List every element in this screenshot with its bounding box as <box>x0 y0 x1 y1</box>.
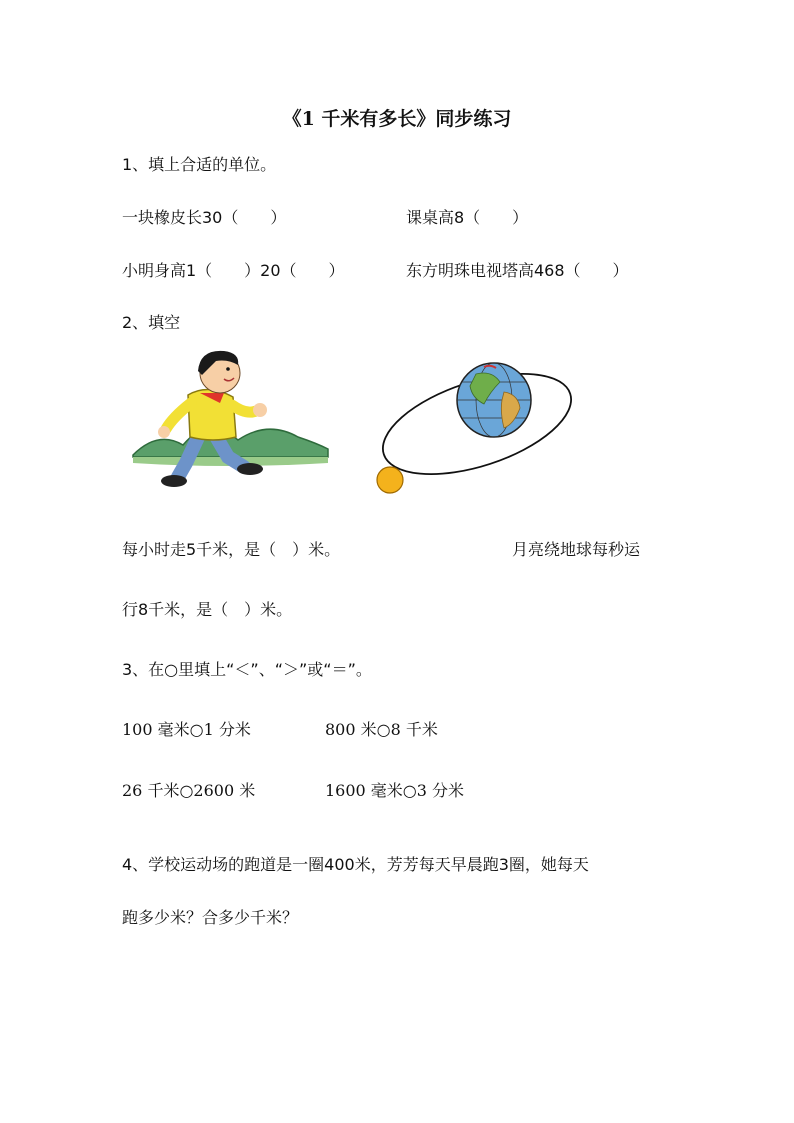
q2-line1-right: 月亮绕地球每秒运 <box>512 540 641 559</box>
q3-item-3: 26 千米○2600 米 <box>122 781 256 800</box>
q1-item-desk: 课桌高8（ ） <box>406 208 529 227</box>
q1-item-eraser: 一块橡皮长30（ ） <box>122 208 287 227</box>
q3-item-4: 1600 毫米○3 分米 <box>325 781 465 800</box>
q2-line1-left: 每小时走5千米，是（ ）米。 <box>122 540 341 559</box>
walking-boy-illustration <box>128 345 333 500</box>
q1-heading: 1、填上合适的单位。 <box>122 155 277 174</box>
q2-heading: 2、填空 <box>122 313 181 332</box>
q1-item-tower: 东方明珠电视塔高468（ ） <box>406 261 629 280</box>
q3-item-2: 800 米○8 千米 <box>325 720 438 739</box>
page-title: 《1 千米有多长》同步练习 <box>282 108 512 130</box>
q3-heading: 3、在○里填上“＜”、“＞”或“＝”。 <box>122 660 372 679</box>
q4-line2: 跑多少米？合多少千米？ <box>122 908 299 927</box>
q4-line1: 4、学校运动场的跑道是一圈400米，芳芳每天早晨跑3圈，她每天 <box>122 855 589 874</box>
q2-line2: 行8千米，是（ ）米。 <box>122 600 293 619</box>
q3-item-1: 100 毫米○1 分米 <box>122 720 251 739</box>
q1-item-height: 小明身高1（ ）20（ ） <box>122 261 345 280</box>
moon-orbit-illustration <box>372 352 582 500</box>
